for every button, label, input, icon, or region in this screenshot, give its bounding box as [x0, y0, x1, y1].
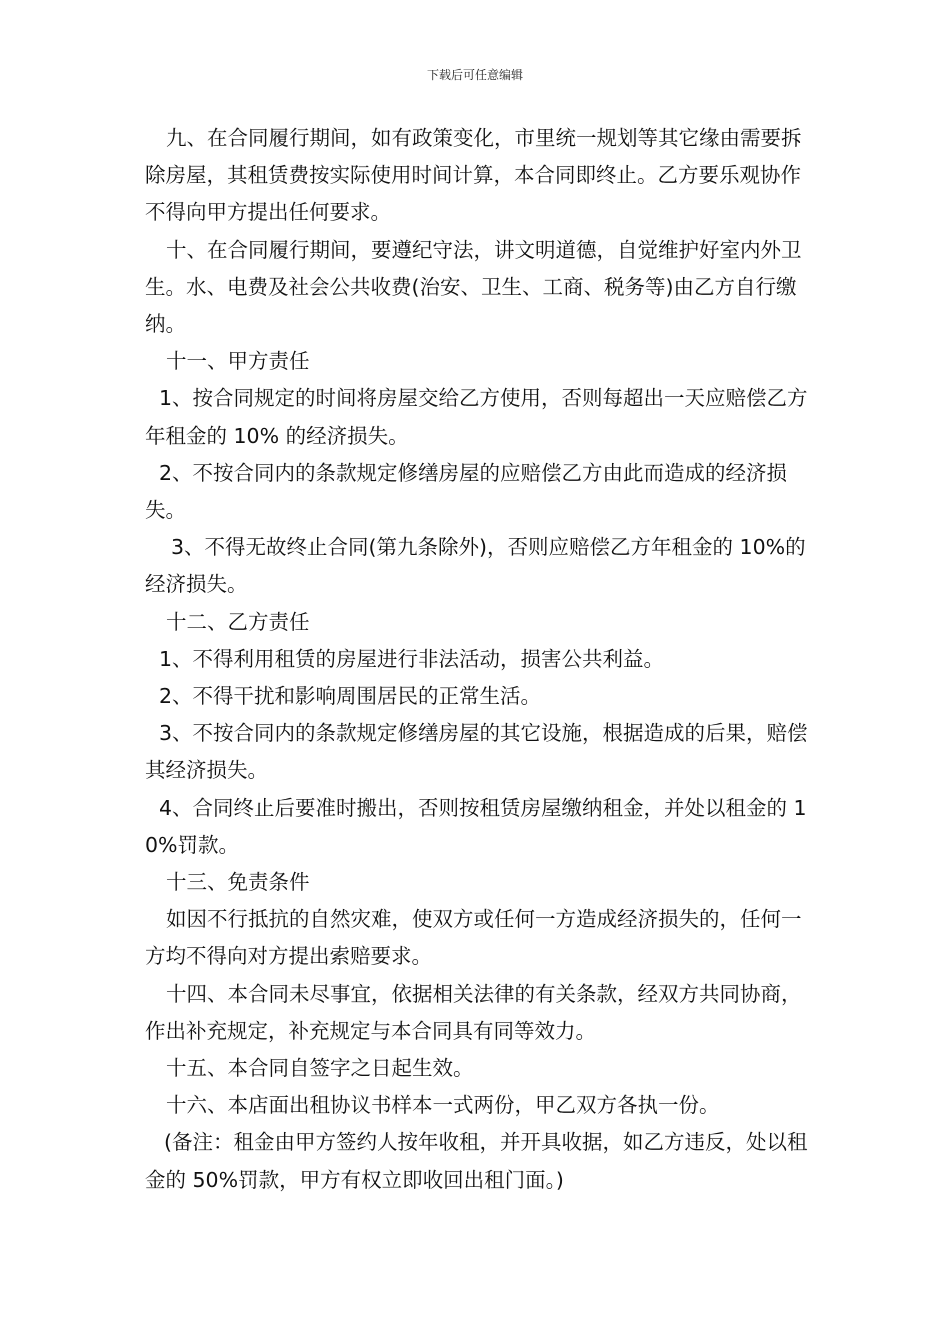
clause-12-item-3: 3、不按合同内的条款规定修缮房屋的其它设施，根据造成的后果，赔偿其经济损失。 — [145, 721, 808, 783]
page-header: 下载后可任意编辑 — [426, 68, 523, 82]
document-body — [145, 120, 813, 1199]
clause-10: 十、在合同履行期间，要遵纪守法，讲文明道德，自觉维护好室内外卫生。水、电费及社会公共收费(治安、卫生、工商、税务等)由乙方自行缴纳。 — [145, 237, 802, 337]
clause-9: 九、在合同履行期间，如有政策变化，市里统一规划等其它缘由需要拆除房屋，其租赁费按实际使用时间计算，本合同即终止。乙方要乐观协作不得向甲方提出任何要求。 — [145, 126, 802, 225]
clause-13-heading: 十三、免责条件 — [166, 870, 310, 895]
clause-12-item-1: 1、不得利用租赁的房屋进行非法活动，损害公共利益。 — [159, 646, 665, 671]
remark-note: (备注：租金由甲方签约人按年收租，并开具收据，如乙方违反，处以租金的 50%罚款，甲方有权立即收回出租门面。) — [145, 1130, 808, 1192]
clause-11-item-2: 2、不按合同内的条款规定修缮房屋的应赔偿乙方由此而造成的经济损失。 — [145, 460, 788, 523]
clause-14: 十四、本合同未尽事宜，依据相关法律的有关条款，经双方共同协商，作出补充规定，补充规定与本合同具有同等效力。 — [145, 981, 802, 1043]
clause-16: 十六、本店面出租协议书样本一式两份，甲乙双方各执一份。 — [166, 1093, 720, 1118]
clause-11-heading: 十一、甲方责任 — [166, 349, 310, 374]
clause-15: 十五、本合同自签字之日起生效。 — [166, 1056, 474, 1081]
clause-12-item-4: 4、合同终止后要准时搬出，否则按租赁房屋缴纳租金，并处以租金的 10%罚款。 — [145, 795, 807, 857]
clause-11-item-1: 1、按合同规定的时间将房屋交给乙方使用，否则每超出一天应赔偿乙方年租金的 10% 的经济损失。 — [145, 386, 808, 448]
clause-12-item-2: 2、不得干扰和影响周围居民的正常生活。 — [159, 684, 542, 709]
clause-12-heading: 十二、乙方责任 — [166, 609, 310, 634]
clause-13-text: 如因不行抵抗的自然灾难，使双方或任何一方造成经济损失的，任何一方均不得向对方提出索赔要求。 — [145, 907, 802, 969]
clause-11-item-3: 3、不得无故终止合同(第九条除外)，否则应赔偿乙方年租金的 10%的经济损失。 — [145, 535, 806, 597]
